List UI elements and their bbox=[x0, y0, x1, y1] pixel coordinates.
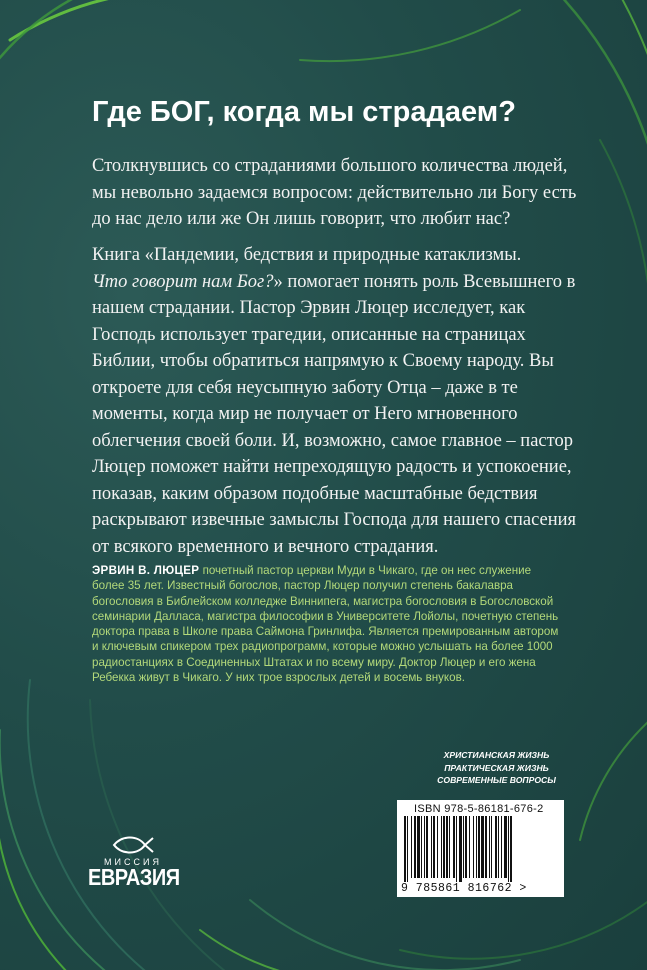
barcode-bar bbox=[433, 816, 435, 878]
cover-headline: Где БОГ, когда мы страдаем? bbox=[92, 96, 516, 128]
barcode-bar bbox=[443, 816, 445, 878]
book-title-prefix: Книга «Пандемии, бедствия и природные катаклизмы. bbox=[92, 245, 522, 265]
barcode-bar bbox=[510, 816, 512, 882]
barcode-bar bbox=[431, 816, 432, 878]
barcode-bar bbox=[404, 816, 406, 882]
barcode-bars bbox=[404, 816, 557, 882]
logo-big-text: ЕВРАЗИЯ bbox=[88, 865, 180, 891]
isbn-barcode bbox=[397, 800, 564, 897]
barcode-bar bbox=[501, 816, 502, 878]
barcode-bar bbox=[463, 816, 464, 878]
barcode-bar bbox=[414, 816, 416, 878]
barcode-bar bbox=[453, 816, 455, 878]
barcode-bar bbox=[417, 816, 420, 878]
book-description-text: » помогает понять роль Всевышнего в нашем страдании. Пастор Эрвин Люцер исследует, как Господь использует трагедии, описанные на страницах Библии, чтобы обратиться напрямую к Своему народу. Вы откроете для себя неусыпную заботу Отца – даже в те моменты, когда мир не получает от Него мгновенного облегчения своей боли. И, возможно, самое главное – пастор Люцер поможет найти непреходящую радость и успокоение, показав, каким образом подобные масштабные бедствия раскрывают извечные замыслы Господа для нашего спасения от всякого временного и вечного страдания. bbox=[92, 271, 577, 557]
barcode-bar bbox=[495, 816, 497, 878]
barcode-bar bbox=[508, 816, 509, 882]
barcode-bar bbox=[489, 816, 490, 878]
category-item: ПРАКТИЧЕСКАЯ ЖИЗНЬ bbox=[444, 762, 549, 773]
barcode-bar bbox=[456, 816, 457, 882]
barcode-bar bbox=[504, 816, 507, 878]
book-title-italic: Что говорит нам Бог? bbox=[92, 271, 274, 292]
barcode-bar bbox=[473, 816, 474, 878]
barcode-bar bbox=[498, 816, 499, 878]
author-bio-text: почетный пастор церкви Муди в Чикаго, где он нес служение более 35 лет. Известный богослов, пастор Люцер получил степень бакалавра богословия в Библейском колледже Виннипега, магистра богословия в Богословской семинарии Далласа, магистра философии в Университете Лойолы, почетную степень доктора права в Школе права Саймона Гринлифа. Является премированным автором и ключевым спикером трех радиопрограмм, которые можно услышать на более 1000 радиостанциях в Соединенных Штатах и по всему миру. Доктор Люцер и его жена Ребекка живут в Чикаго. У них трое взрослых детей и восемь внуков. bbox=[92, 564, 559, 685]
category-item: СОВРЕМЕННЫЕ ВОПРОСЫ bbox=[437, 775, 556, 785]
barcode-bar bbox=[478, 816, 480, 878]
barcode-bar bbox=[491, 816, 492, 878]
logo-small-text: МИССИЯ bbox=[104, 857, 162, 867]
author-bio bbox=[92, 563, 559, 685]
author-name: ЭРВИН В. ЛЮЦЕР bbox=[92, 564, 200, 577]
category-list bbox=[414, 749, 579, 787]
barcode-bar bbox=[411, 816, 412, 878]
barcode-bar bbox=[476, 816, 477, 878]
barcode-bar bbox=[426, 816, 428, 878]
barcode-bar bbox=[481, 816, 484, 878]
barcode-bar bbox=[485, 816, 487, 878]
isbn-label: ISBN 978-5-86181-676-2 bbox=[414, 803, 544, 815]
category-item: ХРИСТИАНСКАЯ ЖИЗНЬ bbox=[443, 750, 550, 760]
barcode-bar bbox=[424, 816, 425, 878]
barcode-bar bbox=[459, 816, 462, 882]
intro-paragraph: Столкнувшись со страданиями большого количества людей, мы невольно задаемся вопросом: действительно ли Богу есть до нас дело или же Он лишь говорит, что любит нас? bbox=[92, 156, 577, 229]
barcode-bar bbox=[437, 816, 438, 878]
book-description-paragraph bbox=[92, 242, 592, 560]
publisher-logo bbox=[88, 828, 178, 898]
barcode-bar bbox=[407, 816, 408, 882]
barcode-bar bbox=[449, 816, 450, 878]
barcode-bar bbox=[446, 816, 448, 878]
fish-icon bbox=[112, 834, 154, 856]
barcode-bar bbox=[465, 816, 467, 878]
barcode-bar bbox=[441, 816, 442, 878]
barcode-bar bbox=[421, 816, 422, 878]
barcode-bar bbox=[469, 816, 470, 878]
ean-number: 9 785861 816762 > bbox=[401, 882, 527, 895]
